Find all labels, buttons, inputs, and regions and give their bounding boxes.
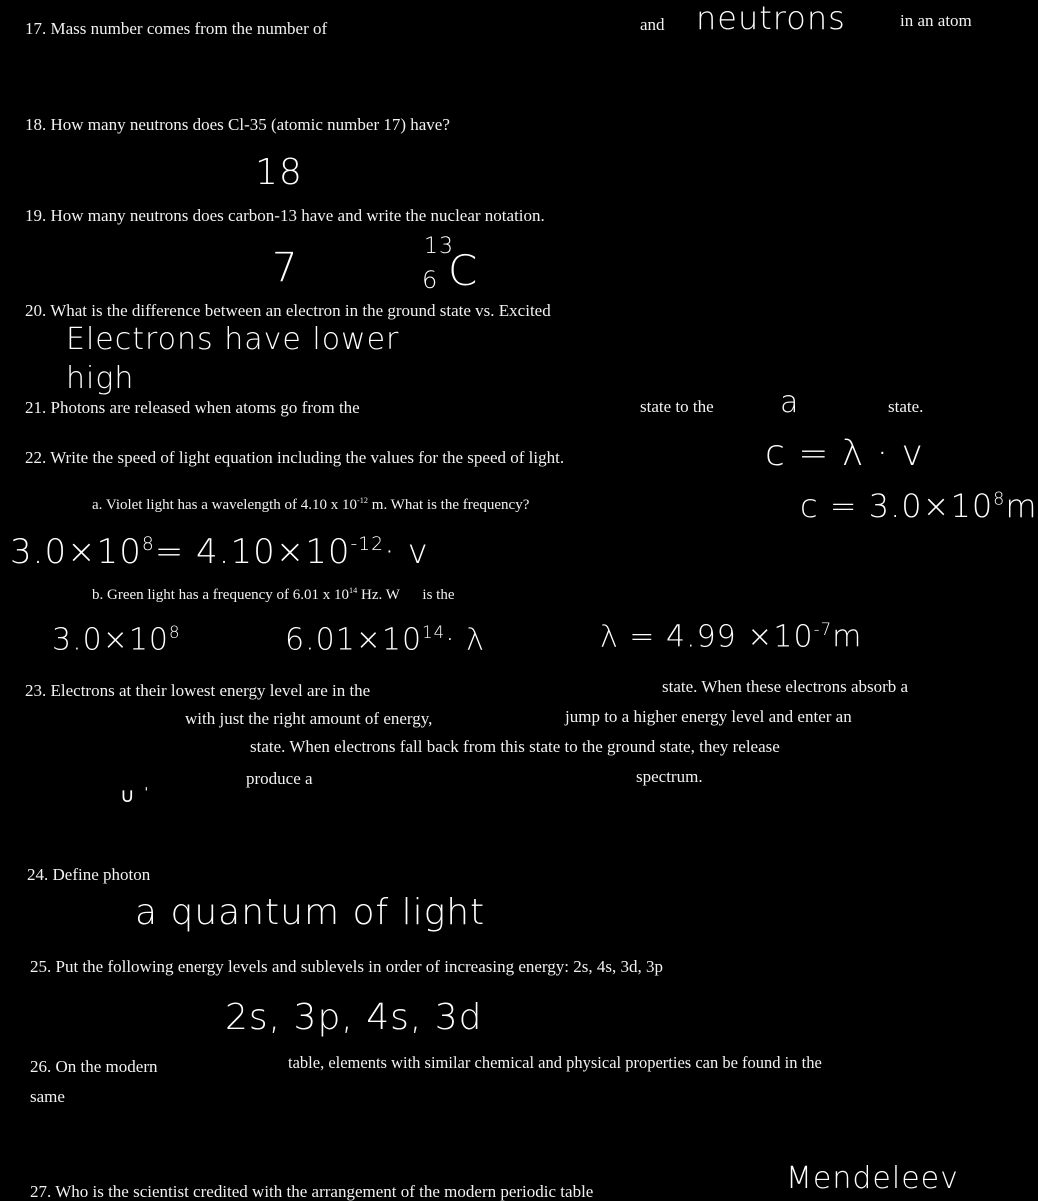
q22a-text: a. Violet light has a wavelength of 4.10 x $10^{-12}$ m. What is the frequency? bbox=[92, 496, 530, 513]
q21-end: state. bbox=[888, 397, 924, 416]
q17-text: 17. Mass number comes from the number of bbox=[25, 19, 328, 38]
q23-line2a: with just the right amount of energy, bbox=[185, 709, 433, 728]
q20-answer-line2: high bbox=[66, 361, 135, 396]
q25-answer: 2s, 3p, 4s, 3d bbox=[225, 997, 483, 1038]
q22b-work-1: $3.0\times 10^8$ bbox=[52, 622, 181, 658]
q19-answer-count: 7 bbox=[272, 245, 299, 291]
q19-text: 19. How many neutrons does carbon-13 have and write the nuclear notation. bbox=[25, 206, 545, 225]
q20-text: 20. What is the difference between an electron in the ground state vs. Excited bbox=[25, 301, 551, 320]
q19-mass-number: 13 bbox=[424, 234, 454, 259]
q25-text: 25. Put the following energy levels and sublevels in order of increasing energy: 2s, 4s, 3d, 3p bbox=[30, 957, 663, 976]
q23-line1a: 23. Electrons at their lowest energy level are in the bbox=[25, 681, 371, 700]
q22b-work-2: $6.01\times 10^{14}\cdot \lambda$ bbox=[285, 622, 485, 658]
q21-answer: a bbox=[780, 385, 800, 420]
q17-answer: neutrons bbox=[696, 0, 846, 37]
q22-text: 22. Write the speed of light equation including the values for the speed of light. bbox=[25, 448, 565, 467]
q21-mid: state to the bbox=[640, 397, 714, 416]
q24-answer: a quantum of light bbox=[135, 892, 486, 933]
q27-text: 27. Who is the scientist credited with the arrangement of the modern periodic table bbox=[30, 1182, 594, 1201]
q24-text: 24. Define photon bbox=[27, 865, 151, 884]
q23-line3: state. When electrons fall back from this state to the ground state, they release bbox=[250, 737, 780, 756]
q17-end: in an atom bbox=[900, 11, 972, 30]
q27-answer: Mendeleev bbox=[786, 1161, 959, 1196]
q18-answer: 18 bbox=[255, 152, 303, 193]
q26-mid: table, elements with similar chemical and physical properties can be found in the bbox=[288, 1053, 822, 1072]
q17-mid: and bbox=[640, 15, 665, 34]
q22b-text: b. Green light has a frequency of 6.01 x $10^{14}$ Hz. W is the bbox=[92, 586, 455, 603]
q23-line2b: jump to a higher energy level and enter an bbox=[565, 707, 852, 726]
q21-text: 21. Photons are released when atoms go from the bbox=[25, 398, 360, 417]
q23-line1b: state. When these electrons absorb a bbox=[662, 677, 909, 696]
q23-line4b: spectrum. bbox=[636, 767, 703, 786]
q22-equation: c = λ · v bbox=[765, 433, 924, 474]
q26-end: same bbox=[30, 1087, 65, 1106]
q22b-answer: $\lambda = 4.99 \times 10^{-7}m$ bbox=[600, 619, 863, 655]
q22a-work: $3.0\times 10^8= 4.10\times 10^{-12}\cdot v$ bbox=[10, 532, 429, 572]
q19-symbol: C bbox=[448, 246, 479, 295]
q22-speed-of-light: $c = 3.0\times 10^8m$ bbox=[800, 487, 1038, 525]
q23-stray-mark: ∪ ˈ bbox=[120, 783, 151, 807]
q19-atomic-number: 6 bbox=[422, 266, 439, 294]
q23-line4a: produce a bbox=[246, 769, 313, 788]
q18-text: 18. How many neutrons does Cl-35 (atomic number 17) have? bbox=[25, 115, 450, 134]
q20-answer-line1: Electrons have lower bbox=[66, 322, 400, 357]
q26-text: 26. On the modern bbox=[30, 1057, 158, 1076]
